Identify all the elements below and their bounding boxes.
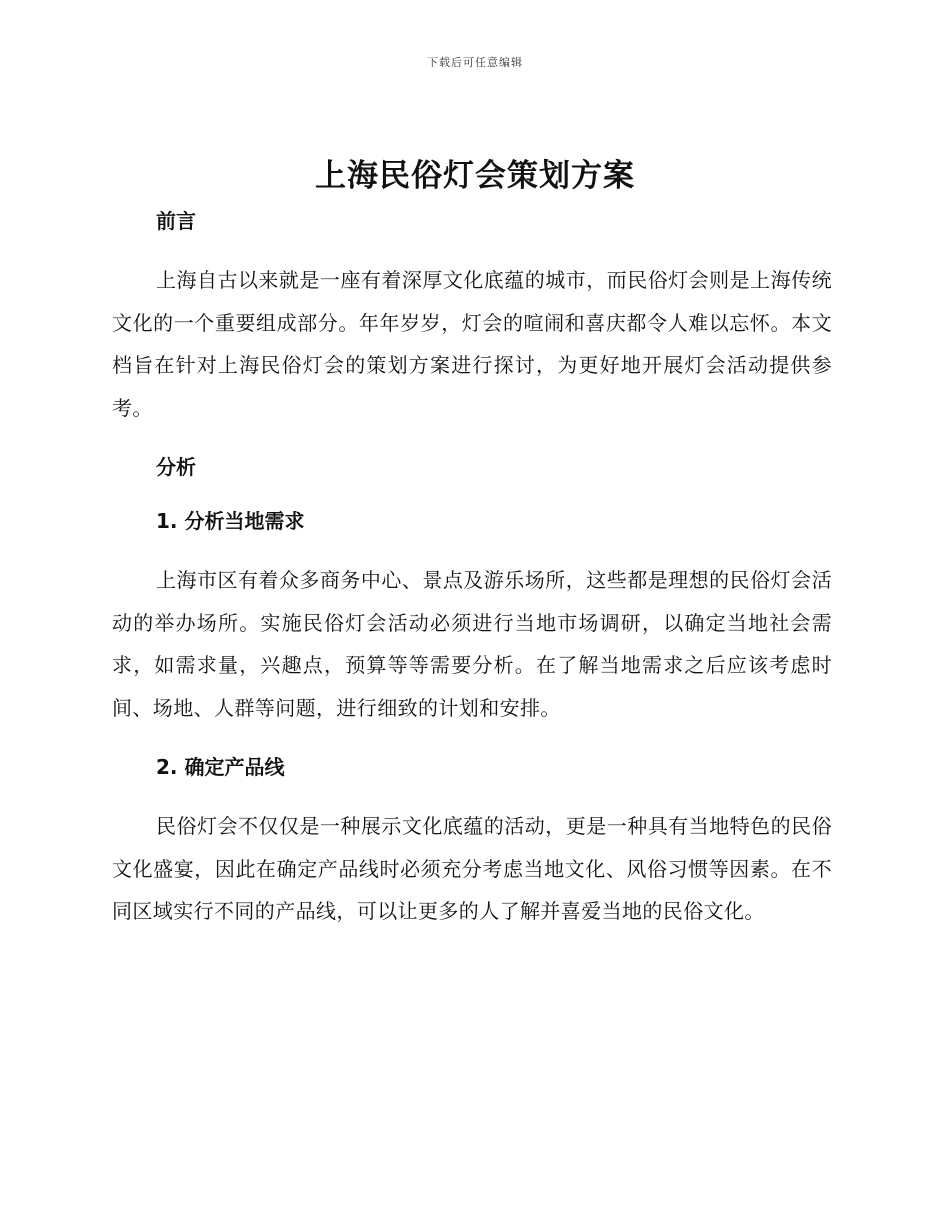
header-note: 下载后可任意编辑 — [427, 56, 523, 69]
subsection-heading-local-demand: 1. 分析当地需求 — [156, 509, 305, 533]
section-heading-preface: 前言 — [156, 209, 196, 233]
section-heading-analysis: 分析 — [156, 455, 196, 479]
document-title: 上海民俗灯会策划方案 — [315, 158, 635, 194]
subsection-heading-product-line: 2. 确定产品线 — [156, 755, 285, 779]
paragraph-product-line: 民俗灯会不仅仅是一种展示文化底蕴的活动，更是一种具有当地特色的民俗文化盛宴，因此在确定产品线时必须充分考虑当地文化、风俗习惯等因素。在不同区域实行不同的产品线，可以让更多的人了解并喜爱当地的民俗文化。 — [112, 814, 832, 923]
paragraph-preface: 上海自古以来就是一座有着深厚文化底蕴的城市，而民俗灯会则是上海传统文化的一个重要组成部分。年年岁岁，灯会的喧闹和喜庆都令人难以忘怀。本文档旨在针对上海民俗灯会的策划方案进行探讨，为更好地开展灯会活动提供参考。 — [112, 268, 832, 420]
document-body — [112, 205, 832, 933]
paragraph-local-demand: 上海市区有着众多商务中心、景点及游乐场所，这些都是理想的民俗灯会活动的举办场所。实施民俗灯会活动必须进行当地市场调研，以确定当地社会需求，如需求量，兴趣点，预算等等需要分析。在了解当地需求之后应该考虑时间、场地、人群等问题，进行细致的计划和安排。 — [112, 568, 832, 720]
